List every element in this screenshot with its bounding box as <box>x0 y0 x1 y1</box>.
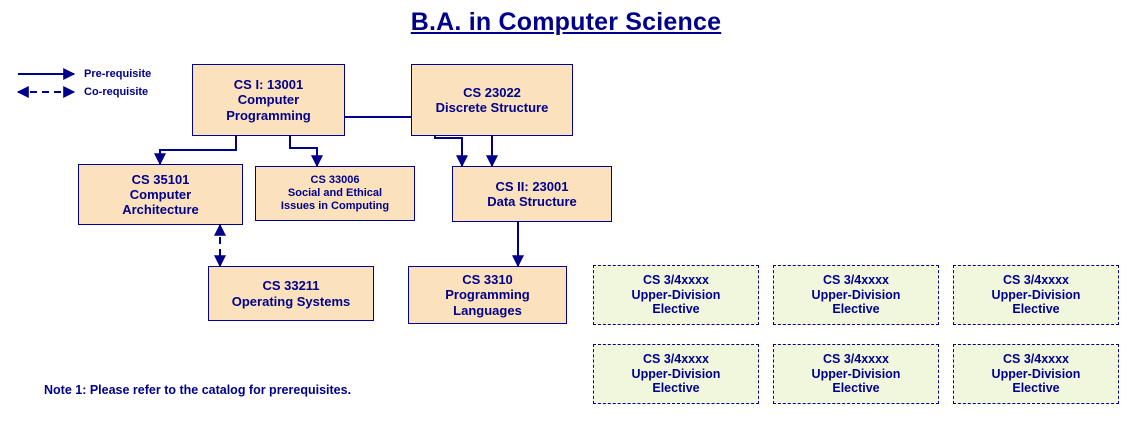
node-discrete-line1: CS 23022 <box>463 84 521 100</box>
node-elective-1[interactable] <box>593 265 759 325</box>
node-ethics-line3: Issues in Computing <box>280 199 390 212</box>
elective-2-line2: Upper-Division <box>811 287 901 302</box>
node-elective-5[interactable] <box>773 344 939 404</box>
node-pl-line2: Programming <box>445 287 530 303</box>
node-cs2-line1: CS II: 23001 <box>495 178 569 194</box>
node-cs2-line2: Data Structure <box>487 194 577 209</box>
node-architecture-line3: Architecture <box>122 202 199 218</box>
elective-3-line2: Upper-Division <box>991 287 1081 302</box>
elective-5-line1: CS 3/4xxxx <box>822 351 890 366</box>
elective-4-line1: CS 3/4xxxx <box>642 351 710 366</box>
elective-2-line3: Elective <box>832 302 880 317</box>
elective-3-line3: Elective <box>1012 302 1060 317</box>
node-cs2-data-structure[interactable] <box>452 166 612 222</box>
elective-1-line3: Elective <box>652 302 700 317</box>
node-os-line2: Operating Systems <box>231 293 351 309</box>
node-cs1-line1: CS I: 13001 <box>233 77 304 92</box>
node-cs1-computer-programming[interactable] <box>192 64 345 136</box>
elective-4-line3: Elective <box>652 381 700 396</box>
node-ethics-line1: CS 33006 <box>310 174 360 187</box>
elective-3-line1: CS 3/4xxxx <box>1002 272 1070 287</box>
node-elective-6[interactable] <box>953 344 1119 404</box>
edge-cs1-to-ethics <box>290 136 317 166</box>
elective-4-line2: Upper-Division <box>631 366 721 381</box>
node-discrete-line2: Discrete Structure <box>435 100 549 115</box>
node-architecture-line1: CS 35101 <box>131 171 190 187</box>
node-ethics-line2: Social and Ethical <box>287 187 383 200</box>
node-elective-2[interactable] <box>773 265 939 325</box>
node-os-line1: CS 33211 <box>262 278 320 294</box>
node-cs35101-computer-architecture[interactable] <box>78 164 243 225</box>
elective-1-line1: CS 3/4xxxx <box>642 272 710 287</box>
footnote-catalog-prerequisites: Note 1: Please refer to the catalog for prerequisites. <box>44 383 352 397</box>
elective-5-line3: Elective <box>832 381 880 396</box>
elective-2-line1: CS 3/4xxxx <box>822 272 890 287</box>
node-cs33211-operating-systems[interactable] <box>208 266 374 321</box>
edge-cs1-to-architecture <box>160 136 236 164</box>
node-cs23022-discrete-structure[interactable] <box>411 64 573 136</box>
node-cs33006-social-ethical-issues[interactable] <box>255 166 415 221</box>
node-cs1-line2: Computer <box>237 92 300 108</box>
node-cs3310-programming-languages[interactable] <box>408 266 567 324</box>
elective-6-line1: CS 3/4xxxx <box>1002 351 1070 366</box>
node-pl-line3: Languages <box>453 302 522 318</box>
legend-prerequisite-label: Pre-requisite <box>84 68 152 80</box>
page-title: B.A. in Computer Science <box>410 8 722 36</box>
node-architecture-line2: Computer <box>129 186 192 202</box>
elective-5-line2: Upper-Division <box>811 366 901 381</box>
node-cs1-line3: Programming <box>226 107 311 123</box>
elective-6-line3: Elective <box>1012 381 1060 396</box>
legend-corequisite-label: Co-requisite <box>84 86 149 98</box>
elective-1-line2: Upper-Division <box>631 287 721 302</box>
node-elective-4[interactable] <box>593 344 759 404</box>
node-pl-line1: CS 3310 <box>462 272 513 287</box>
node-elective-3[interactable] <box>953 265 1119 325</box>
elective-6-line2: Upper-Division <box>991 366 1081 381</box>
